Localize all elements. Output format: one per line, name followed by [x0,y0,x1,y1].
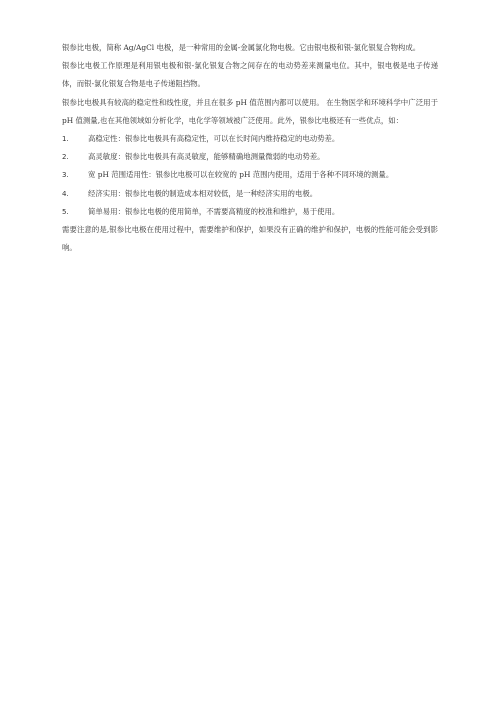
paragraph-advantages: 银参比电极具有较高的稳定性和线性度，并且在很多 pH 值范围内都可以使用。 在生物医学和环境科学中广泛用于 pH 值测量,也在其他领域如分析化学，电化学等领域被广泛使用。此外，银参比电极还有一些优点，如： [62,97,438,125]
list-item [62,185,438,203]
list-number: 5. [62,207,69,216]
paragraph-principle: 银参比电极工作原理是利用银电极和银-氯化银复合物之间存在的电动势差来测量电位。其中，银电极是电子传递体，而银-氯化银复合物是电子传递阻挡物。 [62,61,438,89]
list-number: 2. [62,153,69,162]
paragraph-intro: 银参比电极，简称 Ag/AgCl 电极，是一种常用的金属-金属氯化物电极。它由银电极和银-氯化银复合物构成。 [62,43,421,52]
advantages-list [62,130,438,221]
list-item-text: 高稳定性：银参比电极具有高稳定性，可以在长时间内维持稳定的电动势差。 [88,134,340,144]
list-number: 1. [62,135,69,144]
list-number: 4. [62,189,69,198]
list-item [62,130,438,148]
list-item-text: 简单易用：银参比电极的使用简单，不需要高精度的校准和维护，易于使用。 [88,206,340,216]
list-item-text: 宽 pH 范围适用性：银参比电极可以在较宽的 pH 范围内使用，适用于各种不同环境的测量。 [88,170,394,180]
list-item [62,166,438,184]
list-number: 3. [62,171,69,180]
list-item-text: 经济实用：银参比电极的制造成本相对较低，是一种经济实用的电极。 [88,188,318,198]
document-body [62,39,438,257]
list-item-text: 高灵敏度：银参比电极具有高灵敏度，能够精确地测量微弱的电动势差。 [88,152,325,162]
list-item [62,148,438,166]
paragraph-closing: 需要注意的是,银参比电极在使用过程中，需要维护和保护，如果没有正确的维护和保护，电极的性能可能会受到影响。 [62,225,438,253]
list-item [62,203,438,221]
